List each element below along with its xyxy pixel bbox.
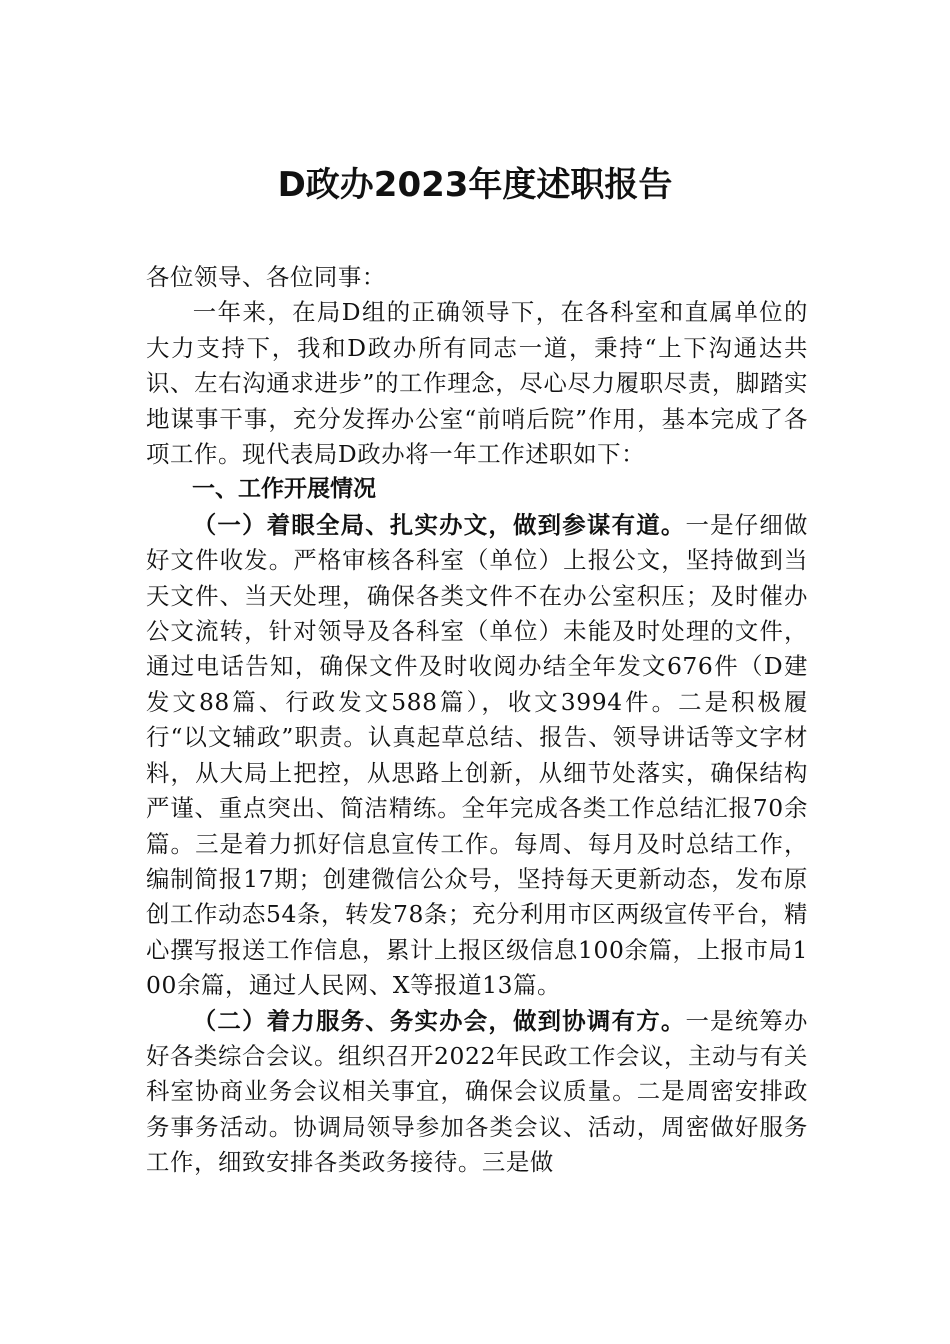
intro-paragraph: 一年来，在局D组的正确领导下，在各科室和直属单位的大力支持下，我和D政办所有同志一道，秉持“上下沟通达共识、左右沟通求进步”的工作理念，尽心尽力履职尽责，脚踏实地谋事干事，充分发挥办公室“前哨后院”作用，基本完成了各项工作。现代表局D政办将一年工作述职如下： — [146, 298, 808, 469]
subsection-lead-2: （二）着力服务、务实办会，做到协调有方。 — [192, 1006, 686, 1035]
subsection-paragraph-1 — [146, 508, 808, 1004]
section-heading: 一、工作开展情况 — [192, 476, 376, 503]
subsection-text-2: 一是统筹办好各类综合会议。组织召开2022年民政工作会议，主动与有关科室协商业务会议相关事宜，确保会议质量。二是周密安排政务事务活动。协调局领导参加各类会议、活动，周密做好服务工作，细致安排各类政务接待。三是做 — [146, 1006, 809, 1177]
document-body — [146, 260, 808, 1181]
subsection-paragraph-2 — [146, 1004, 808, 1181]
document-title: D政办2023年度述职报告 — [277, 165, 673, 205]
subsection-text-1: 一是仔细做好文件收发。严格审核各科室（单位）上报公文，坚持做到当天文件、当天处理，确保各类文件不在办公室积压；及时催办公文流转，针对领导及各科室（单位）未能及时处理的文件，通过电话告知，确保文件及时收阅办结全年发文676件（D建发文88篇、行政发文588篇），收文3994件。二是积极履行“以文辅政”职责。认真起草总结、报告、领导讲话等文字材料，从大局上把控，从思路上创新，从细节处落实，确保结构严谨、重点突出、简洁精练。全年完成各类工作总结汇报70余篇。三是着力抓好信息宣传工作。每周、每月及时总结工作，编制简报17期；创建微信公众号，坚持每天更新动态，发布原创工作动态54条，转发78条；充分利用市区两级宣传平台，精心撰写报送工作信息，累计上报区级信息100余篇，上报市局100余篇，通过人民网、X等报道13篇。 — [146, 510, 809, 1000]
salutation: 各位领导、各位同事： — [146, 263, 386, 291]
subsection-lead-1: （一）着眼全局、扎实办文，做到参谋有道。 — [192, 510, 686, 539]
